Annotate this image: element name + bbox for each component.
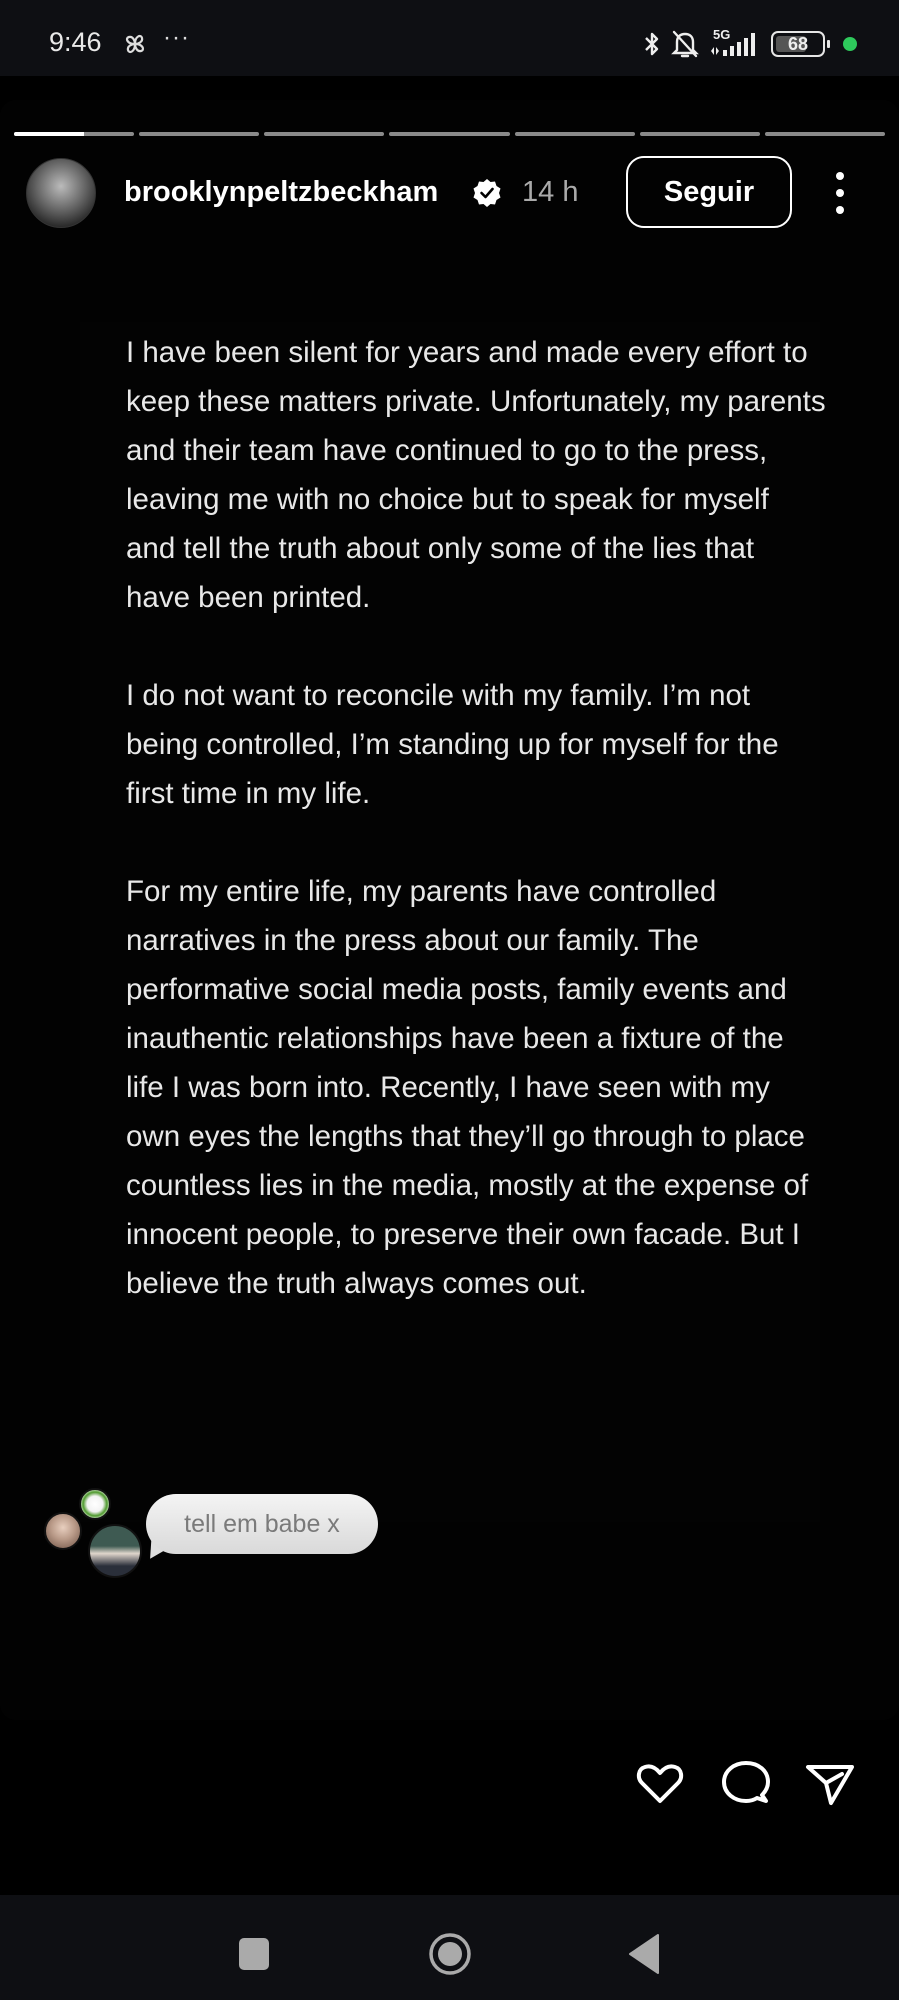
note-bubble: tell em babe x	[146, 1494, 378, 1554]
progress-segment-fill	[14, 132, 84, 136]
story-actions	[630, 1755, 870, 1815]
story-paragraph: I do not want to reconcile with my family. I’m not being controlled, I’m standing up for myself for the first time in my life.	[126, 679, 779, 810]
story-text	[126, 328, 826, 1357]
progress-segment	[640, 132, 760, 136]
progress-segment	[139, 132, 259, 136]
more-dot	[836, 172, 844, 180]
share-button[interactable]	[802, 1755, 858, 1811]
story-progress-bar	[14, 132, 885, 136]
like-button[interactable]	[632, 1755, 688, 1811]
recents-button[interactable]	[224, 1923, 284, 1983]
notification-overflow-dots: ···	[163, 24, 190, 51]
battery-level: 68	[787, 33, 809, 54]
verified-badge-icon	[472, 178, 502, 208]
battery-icon	[771, 31, 825, 57]
back-triangle-icon	[618, 1923, 678, 1983]
story-paragraph: I have been silent for years and made every effort to keep these matters private. Unfortunately, my parents and their team have continued to go to the press, leaving me with no choice but to speak for myself and tell the truth about only some of the lies that have been printed.	[126, 336, 826, 614]
reply-button[interactable]	[718, 1755, 774, 1811]
heart-icon	[632, 1755, 688, 1811]
story-header	[26, 156, 876, 236]
home-circle-icon	[420, 1923, 480, 1983]
more-options-button[interactable]	[828, 166, 852, 220]
comment-icon	[718, 1755, 774, 1811]
progress-segment	[389, 132, 509, 136]
system-navigation-bar	[0, 1895, 899, 2000]
more-dot	[836, 206, 844, 214]
signal-icon	[709, 29, 761, 59]
network-type: 5G	[713, 27, 731, 42]
status-bar	[0, 0, 899, 76]
bluetooth-icon	[643, 30, 661, 58]
battery-tip	[827, 40, 830, 48]
story-paragraph: For my entire life, my parents have controlled narratives in the press about our family. The performative social media posts, family events and inauthentic relationships have been a fixture of the life I was born into. Recently, I have seen with my own eyes the lengths that they’ll go through to place countless lies in the media, mostly at the expense of innocent people, to preserve their own facade. But I believe the truth always comes out.	[126, 875, 809, 1300]
green-dot-indicator	[843, 37, 857, 51]
story-timestamp: 14 h	[522, 176, 579, 208]
progress-segment	[765, 132, 885, 136]
bell-off-icon	[671, 29, 699, 59]
square-icon	[224, 1923, 284, 1983]
progress-segment	[14, 132, 134, 136]
friend-avatar	[79, 1488, 111, 1520]
send-icon	[802, 1755, 858, 1811]
pinwheel-icon	[121, 30, 149, 58]
status-time: 9:46	[49, 27, 102, 57]
friend-avatar	[88, 1524, 142, 1578]
progress-segment	[515, 132, 635, 136]
more-dot	[836, 189, 844, 197]
follow-button[interactable]: Seguir	[626, 156, 792, 228]
username[interactable]: brooklynpeltzbeckham	[124, 176, 439, 208]
back-button[interactable]	[618, 1923, 678, 1983]
home-button[interactable]	[420, 1923, 480, 1983]
friend-avatar	[44, 1512, 82, 1550]
avatar[interactable]	[26, 158, 96, 228]
progress-segment	[264, 132, 384, 136]
note-sticker[interactable]	[44, 1472, 404, 1582]
status-icons	[643, 28, 857, 60]
